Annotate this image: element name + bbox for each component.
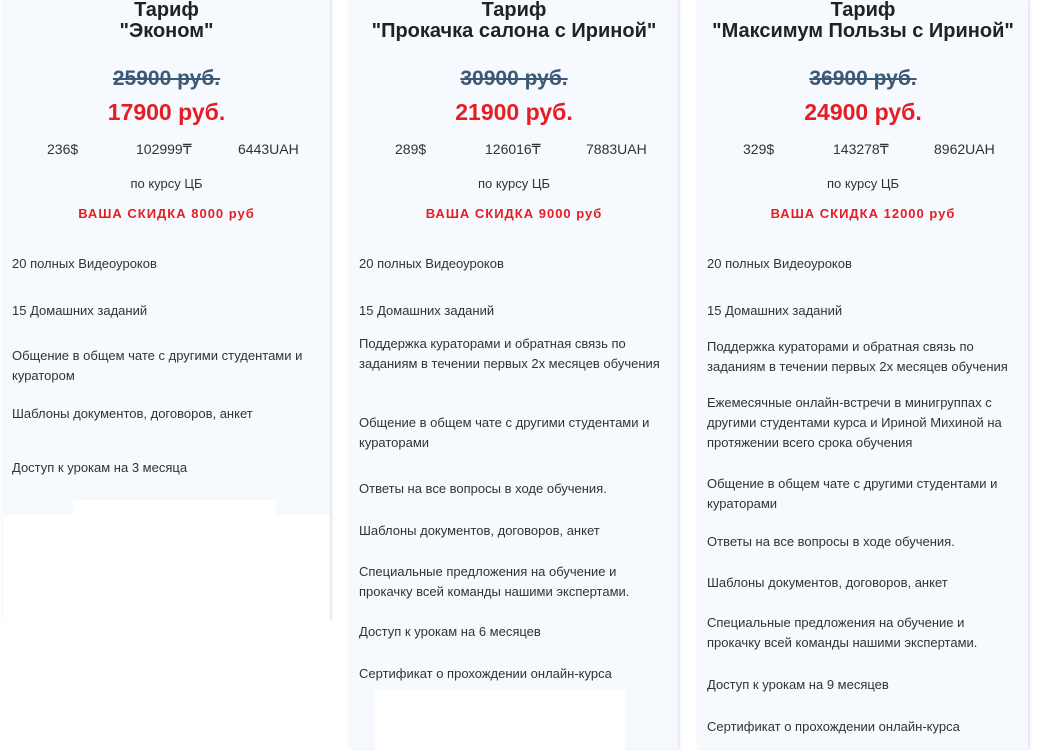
- discount-label: ВАША СКИДКА 9000 руб: [425, 206, 603, 221]
- feature-item: 15 Домашних заданий: [12, 303, 148, 318]
- feature-item: Общение в общем чате с другими студентами и кураторами: [359, 415, 650, 450]
- discount-label: ВАША СКИДКА 12000 руб: [770, 206, 956, 221]
- new-price: 24900 руб.: [804, 99, 922, 125]
- feature-item: Доступ к урокам на 9 месяцев: [707, 677, 889, 692]
- feature-item: Ответы на все вопросы в ходе обучения.: [707, 534, 955, 549]
- plan-card-maximum: [698, 0, 1028, 749]
- plan-card-econom: [3, 0, 330, 620]
- old-price: 25900 руб.: [112, 67, 221, 90]
- feature-item: Сертификат о прохождении онлайн-курса: [359, 666, 612, 681]
- feature-item: Шаблоны документов, договоров, анкет: [707, 575, 948, 590]
- feature-item: 20 полных Видеоуроков: [707, 256, 852, 271]
- rate-note: по курсу ЦБ: [826, 176, 900, 191]
- price-kzt: 102999₸: [136, 141, 192, 157]
- feature-item: Поддержка кураторами и обратная связь по заданиям в течении первых 2х месяцев обучения: [707, 339, 1008, 374]
- feature-item: Доступ к урокам на 3 месяца: [12, 460, 188, 475]
- plan-title-line1: Тариф: [481, 0, 547, 21]
- plan-title: [698, 0, 1028, 42]
- old-price: 30900 руб.: [460, 67, 568, 90]
- plan-title: [350, 0, 678, 42]
- price-usd: 329$: [743, 141, 775, 157]
- rate-note: по курсу ЦБ: [477, 176, 551, 191]
- plan-title-line1: Тариф: [134, 0, 199, 21]
- plan-title-line2: "Эконом": [119, 20, 214, 42]
- price-kzt: 143278₸: [833, 141, 889, 157]
- feature-item: 20 полных Видеоуроков: [359, 256, 504, 271]
- discount-label: ВАША СКИДКА 8000 руб: [78, 206, 255, 221]
- feature-item: Специальные предложения на обучение и прокачку всей команды нашими экспертами.: [359, 564, 630, 599]
- new-price: 21900 руб.: [455, 99, 573, 125]
- plan-title-line1: Тариф: [830, 0, 896, 21]
- old-price: 36900 руб.: [809, 67, 917, 90]
- price-usd: 236$: [47, 141, 79, 157]
- feature-item: Общение в общем чате с другими студентами и куратором: [12, 348, 303, 383]
- feature-item: Сертификат о прохождении онлайн-курса: [707, 719, 960, 734]
- feature-item: Ответы на все вопросы в ходе обучения.: [359, 481, 607, 496]
- feature-item: 20 полных Видеоуроков: [12, 256, 157, 271]
- plan-title-line2: "Максимум Пользы с Ириной": [712, 20, 1014, 42]
- plan-card-prokachka: [350, 0, 678, 749]
- feature-item: 15 Домашних заданий: [707, 303, 843, 318]
- price-usd: 289$: [395, 141, 427, 157]
- price-uah: 8962UAH: [934, 141, 995, 157]
- feature-item: Шаблоны документов, договоров, анкет: [12, 406, 253, 421]
- button-area: [3, 515, 330, 625]
- feature-item: Шаблоны документов, договоров, анкет: [359, 523, 600, 538]
- button-area: [375, 690, 625, 750]
- feature-item: Поддержка кураторами и обратная связь по заданиям в течении первых 2х месяцев обучения: [359, 336, 660, 371]
- new-price: 17900 руб.: [107, 99, 226, 125]
- feature-item: Ежемесячные онлайн-встречи в минигруппах с другими студентами курса и Ириной Михиной на протяжении всего срока обучения: [707, 395, 1002, 450]
- feature-item: Общение в общем чате с другими студентами и кураторами: [707, 476, 998, 511]
- plan-title-line2: "Прокачка салона с Ириной": [371, 20, 657, 42]
- feature-item: Специальные предложения на обучение и прокачку всей команды нашими экспертами.: [707, 615, 978, 650]
- price-kzt: 126016₸: [485, 141, 541, 157]
- price-uah: 6443UAH: [238, 141, 299, 157]
- rate-note: по курсу ЦБ: [130, 176, 203, 191]
- feature-item: 15 Домашних заданий: [359, 303, 495, 318]
- price-uah: 7883UAH: [586, 141, 647, 157]
- feature-item: Доступ к урокам на 6 месяцев: [359, 624, 541, 639]
- plan-title: [3, 0, 330, 42]
